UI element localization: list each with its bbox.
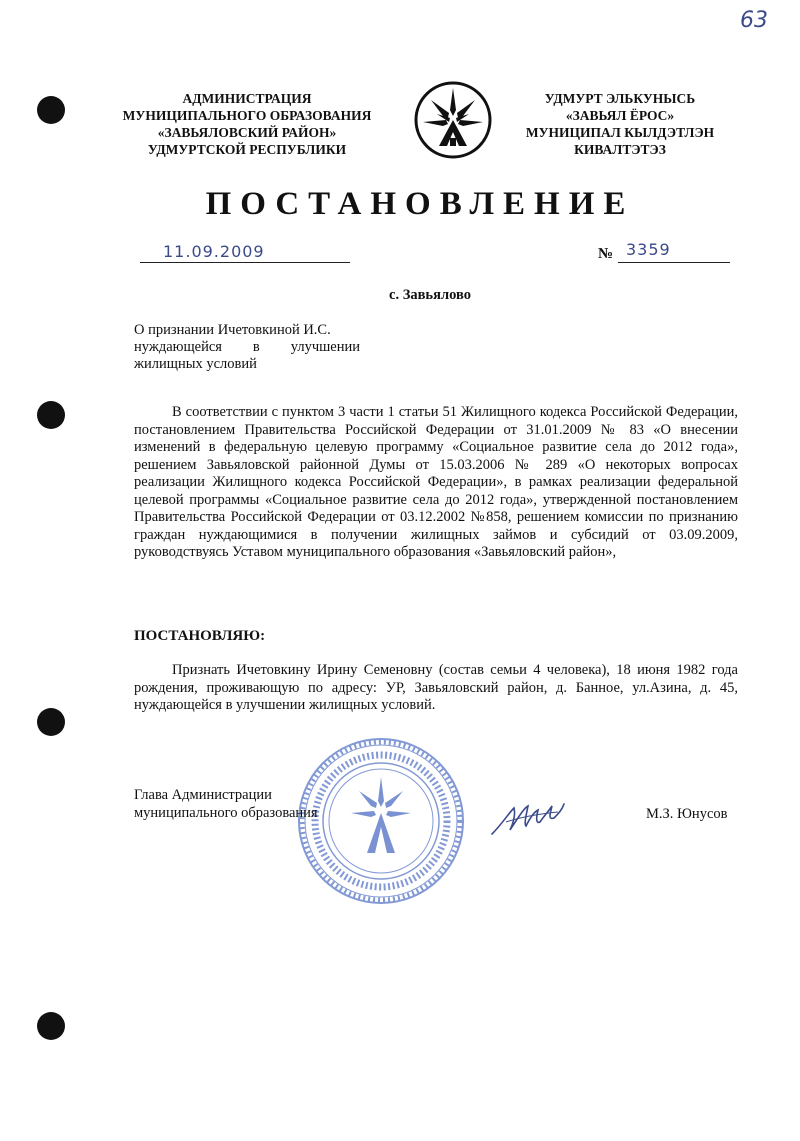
handwritten-number: 3359 [626, 240, 671, 259]
header-left-line: «ЗАВЬЯЛОВСКИЙ РАЙОН» [157, 125, 337, 140]
header-right-line: «ЗАВЬЯЛ ЁРОС» [565, 108, 675, 123]
place-name: с. Завьялово [389, 287, 471, 303]
signatory-title-line: муниципального образования [134, 805, 318, 821]
header-left [112, 90, 382, 158]
signatory-title [134, 786, 318, 822]
header-right-line: МУНИЦИПАЛ КЫЛДЭТЛЭН [525, 125, 715, 140]
punch-hole [37, 1012, 65, 1040]
number-underline [618, 262, 730, 263]
subject-line: нуждающейся в улучшении [134, 339, 360, 355]
header-left-line: МУНИЦИПАЛЬНОГО ОБРАЗОВАНИЯ [122, 108, 372, 123]
decree-heading: ПОСТАНОВЛЯЮ: [134, 628, 266, 644]
subject-line: О признании Ичетовкиной И.С. [134, 322, 331, 338]
subject-block [134, 322, 360, 373]
punch-hole [37, 96, 65, 124]
number-label: № [598, 246, 614, 262]
punch-hole [37, 401, 65, 429]
signatory-name: М.З. Юнусов [646, 806, 728, 822]
header-right [520, 90, 720, 158]
handwritten-signature-icon [488, 794, 568, 844]
official-seal-icon [295, 735, 467, 907]
header-right-line: УДМУРТ ЭЛЬКУНЫСЬ [544, 91, 696, 106]
archive-page-number: 63 [740, 8, 768, 33]
district-emblem-icon [413, 80, 493, 160]
punch-hole [37, 708, 65, 736]
decision-paragraph: Признать Ичетовкину Ирину Семеновну (состав семьи 4 человека), 18 июня 1982 года рождения, проживающую по адресу: УР, Завьяловский район, д. Банное, ул.Азина, д. 45, нуждающейся в улучшении жилищных условий. [134, 662, 738, 713]
header-left-line: УДМУРТСКОЙ РЕСПУБЛИКИ [147, 142, 347, 157]
header-right-line: КИВАЛТЭТЭЗ [574, 142, 666, 157]
date-underline [140, 262, 350, 263]
header-left-line: АДМИНИСТРАЦИЯ [182, 91, 312, 106]
handwritten-date: 11.09.2009 [163, 242, 265, 261]
preamble-paragraph: В соответствии с пунктом 3 части 1 статьи 51 Жилищного кодекса Российской Федерации, постановлением Правительства Российской Федерации от 31.01.2009 № 83 «О внесении изменений в федеральную целевую программу «Социальное развитие села до 2012 года», решением Завьяловской районной Думы от 15.03.2006 № 289 «О некоторых вопросах реализации Жилищного кодекса Российской Федерации», в рамках реализации федеральной целевой программы «Социальное развитие села до 2012 года», утвержденной постановлением Правительства Российской Федерации от 03.12.2002 №858, решением комиссии по признанию граждан нуждающимися в получении жилищных займов и субсидий от 03.09.2009, руководствуясь Уставом муниципального образования «Завьяловский район», [134, 404, 738, 560]
document-title: ПОСТАНОВЛЕНИЕ [205, 186, 635, 222]
subject-line: жилищных условий [134, 356, 257, 372]
signatory-title-line: Глава Администрации [134, 787, 272, 803]
